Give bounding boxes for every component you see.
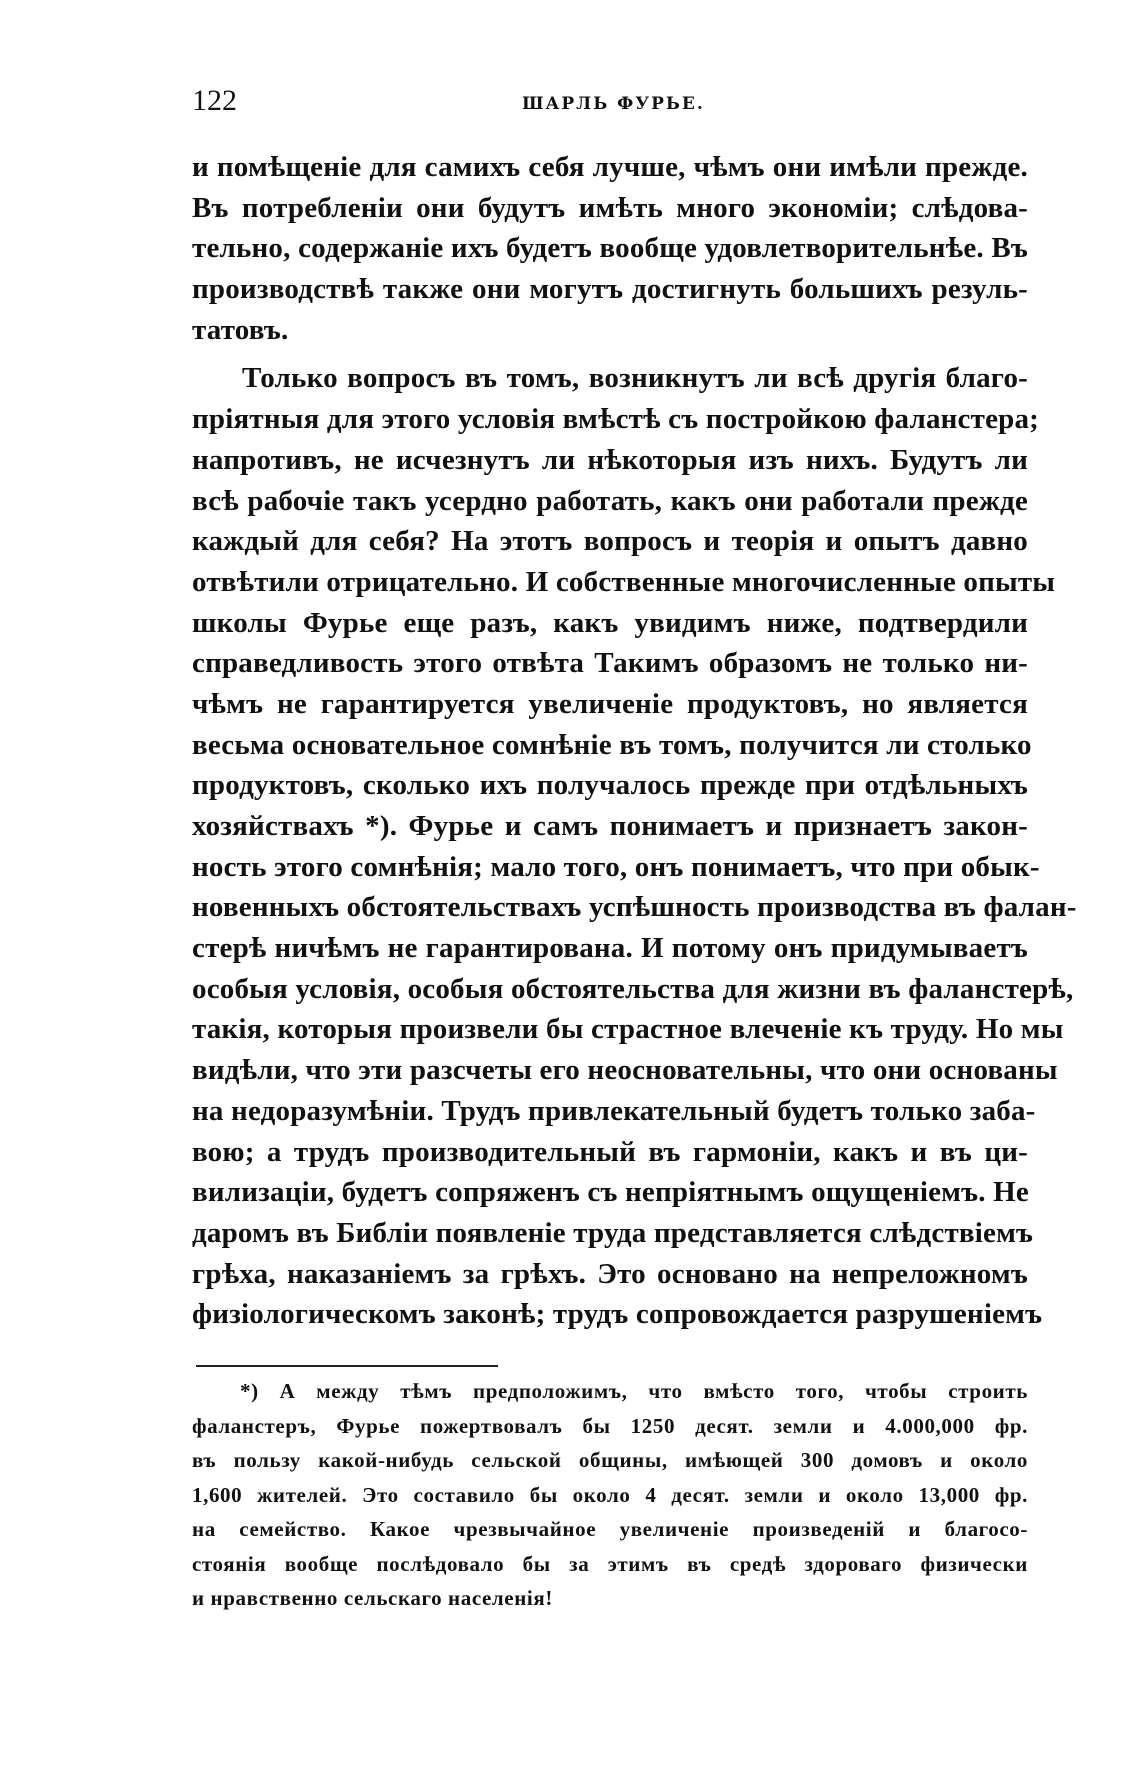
paragraph-gap: [192, 350, 1028, 358]
text-line: продуктовъ, сколько ихъ получалось прежде при отдѣльныхъ: [192, 769, 1028, 802]
text-line: тельно, содержаніе ихъ будетъ вообще удовлетворительнѣе. Въ: [192, 232, 1028, 265]
text-line: производствѣ также они могутъ достигнуть большихъ резуль-: [192, 273, 1028, 306]
running-title: ШАРЛЬ ФУРЬЕ.: [522, 94, 705, 114]
text-line: чѣмъ не гарантируется увеличеніе продуктовъ, но является: [192, 687, 1028, 720]
text-line: пріятныя для этого условія вмѣстѣ съ постройкою фаланстера;: [192, 403, 1040, 436]
text-line: татовъ.: [192, 313, 289, 346]
text-line: весьма основательное сомнѣніе въ томъ, получится ли столько: [192, 728, 1032, 761]
text-line: вою; а трудъ производительный въ гармоніи, какъ и въ ци-: [192, 1135, 1028, 1168]
text-line: физіологическомъ законѣ; трудъ сопровождается разрушеніемъ: [192, 1298, 1043, 1331]
text-line: справедливость этого отвѣта Такимъ образомъ не только ни-: [192, 647, 1028, 680]
running-head: [192, 84, 1028, 124]
text-line: ность этого сомнѣнія; мало того, онъ понимаетъ, что при обык-: [192, 850, 1040, 883]
paragraph-2: [192, 358, 1077, 1335]
footnote-rule: [196, 1365, 498, 1367]
text-line: вилизаціи, будетъ сопряженъ съ непріятнымъ ощущеніемъ. Не: [192, 1176, 1029, 1209]
text-line: Въ потребленіи они будутъ имѣть много экономіи; слѣдова-: [192, 191, 1028, 224]
text-line: такія, которыя произвели бы страстное влеченіе къ труду. Но мы: [192, 1013, 1064, 1046]
text-line: грѣха, наказаніемъ за грѣхъ. Это основано на непреложномъ: [192, 1257, 1028, 1290]
text-line: особыя условія, особыя обстоятельства для жизни въ фаланстерѣ,: [192, 972, 1074, 1005]
page-number: 122: [192, 84, 237, 117]
text-line: и помѣщеніе для самихъ себя лучше, чѣмъ они имѣли прежде.: [192, 151, 1028, 183]
footnote-line: фаланстеръ, Фурье пожертвовалъ бы 1250 десят. земли и 4.000,000 фр.: [192, 1413, 1028, 1438]
footnote-line: на семейство. Какое чрезвычайное увеличеніе произведеній и благосо-: [192, 1517, 1028, 1541]
text-line: Только вопросъ въ томъ, возникнутъ ли всѣ другія благо-: [242, 362, 1028, 395]
footnote-line: *) А между тѣмъ предположимъ, что вмѣсто того, чтобы строить: [240, 1379, 1028, 1403]
text-line: всѣ рабочіе такъ усердно работать, какъ они работали прежде: [192, 484, 1028, 517]
text-line: каждый для себя? На этотъ вопросъ и теорія и опытъ давно: [192, 525, 1028, 558]
text-line: стерѣ ничѣмъ не гарантирована. И потому онъ придумываетъ: [192, 932, 1028, 965]
text-line: видѣли, что эти разсчеты его неосновательны, что они основаны: [192, 1054, 1058, 1087]
text-line: школы Фурье еще разъ, какъ увидимъ ниже, подтвердили: [192, 606, 1028, 639]
text-line: новенныхъ обстоятельствахъ успѣшность производства въ фалан-: [192, 891, 1077, 924]
text-line: напротивъ, не исчезнутъ ли нѣкоторыя изъ нихъ. Будутъ ли: [192, 443, 1028, 476]
body-text: [192, 147, 1077, 1335]
footnote-line: въ пользу какой-нибудь сельской общины, имѣющей 300 домовъ и около: [192, 1448, 1028, 1472]
text-line: на недоразумѣніи. Трудъ привлекательный будетъ только заба-: [192, 1094, 1036, 1127]
footnote: [192, 1374, 1028, 1616]
footnote-line: стоянія вообще послѣдовало бы за этимъ въ средѣ здороваго физически: [192, 1551, 1028, 1576]
text-line: даромъ въ Библіи появленіе труда представляется слѣдствіемъ: [192, 1216, 1034, 1249]
text-line: отвѣтили отрицательно. И собственные многочисленные опыты: [192, 565, 1056, 598]
footnote-line: 1,600 жителей. Это составило бы около 4 десят. земли и около 13,000 фр.: [192, 1482, 1028, 1507]
footnote-line: и нравственно сельскаго населенія!: [192, 1586, 553, 1610]
text-line: хозяйствахъ *). Фурье и самъ понимаетъ и признаетъ закон-: [192, 810, 1028, 842]
paragraph-1: [192, 147, 1028, 350]
